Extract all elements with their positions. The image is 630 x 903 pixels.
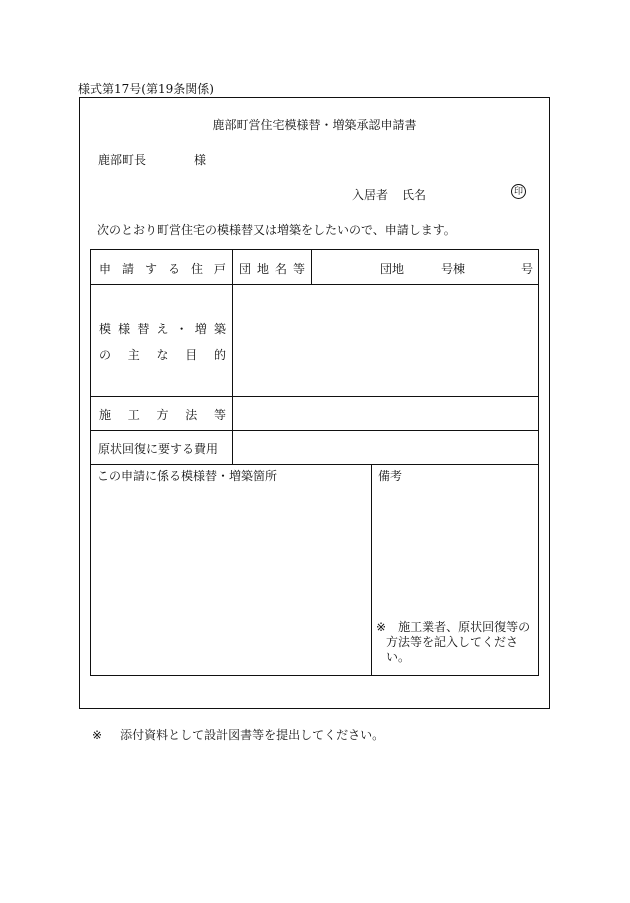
- remarks-note-line1: 施工業者、原状回復等の: [398, 620, 531, 634]
- applicant-line: [352, 186, 426, 203]
- column-divider: [311, 250, 312, 284]
- residence-label: 申 請 す る 住 戸: [99, 262, 226, 276]
- form-number: 様式第17号(第19条関係): [78, 82, 214, 96]
- restoration-cost-label: 原状回復に要する費用: [98, 442, 219, 456]
- remarks-label: 備考: [378, 469, 403, 483]
- addressee-honorific: 様: [194, 153, 207, 167]
- remarks-note-line3: い。: [386, 650, 411, 664]
- footnote-mark: ※: [92, 728, 103, 742]
- form-title: 鹿部町営住宅模様替・増築承認申請書: [212, 118, 417, 132]
- building-unit-label: 号棟: [441, 262, 466, 276]
- note-mark: ※: [376, 620, 387, 634]
- row-divider: [91, 284, 538, 285]
- remarks-note-line2: 方法等を記入してくださ: [386, 635, 519, 649]
- row-divider: [91, 464, 538, 465]
- intro-text: 次のとおり町営住宅の模様替又は増築をしたいので、申請します。: [97, 223, 456, 237]
- remarks-note: [376, 620, 536, 665]
- applicant-name-label: 氏名: [402, 188, 427, 202]
- purpose-label-line1: 模 様 替 え ・ 増 築: [99, 322, 226, 336]
- footnote: [92, 726, 384, 743]
- complex-unit-label: 団地: [380, 262, 405, 276]
- seal-mark: 印: [511, 184, 526, 199]
- footnote-text: 添付資料として設計図書等を提出してください。: [120, 728, 385, 742]
- room-unit-label: 号: [521, 262, 534, 276]
- row-divider: [91, 396, 538, 397]
- locations-label: この申請に係る模様替・増築箇所: [97, 469, 278, 483]
- column-divider: [232, 250, 233, 464]
- addressee-name: 鹿部町長: [98, 153, 147, 167]
- method-label: 施 工 方 法 等: [99, 408, 226, 422]
- addressee: [98, 151, 206, 168]
- application-table: [90, 249, 539, 676]
- purpose-label-line2: の 主 な 目 的: [99, 348, 226, 362]
- applicant-role-label: 入居者: [352, 188, 389, 202]
- complex-name-label: 団 地 名 等: [239, 262, 305, 276]
- row-divider: [91, 430, 538, 431]
- column-divider: [371, 464, 372, 675]
